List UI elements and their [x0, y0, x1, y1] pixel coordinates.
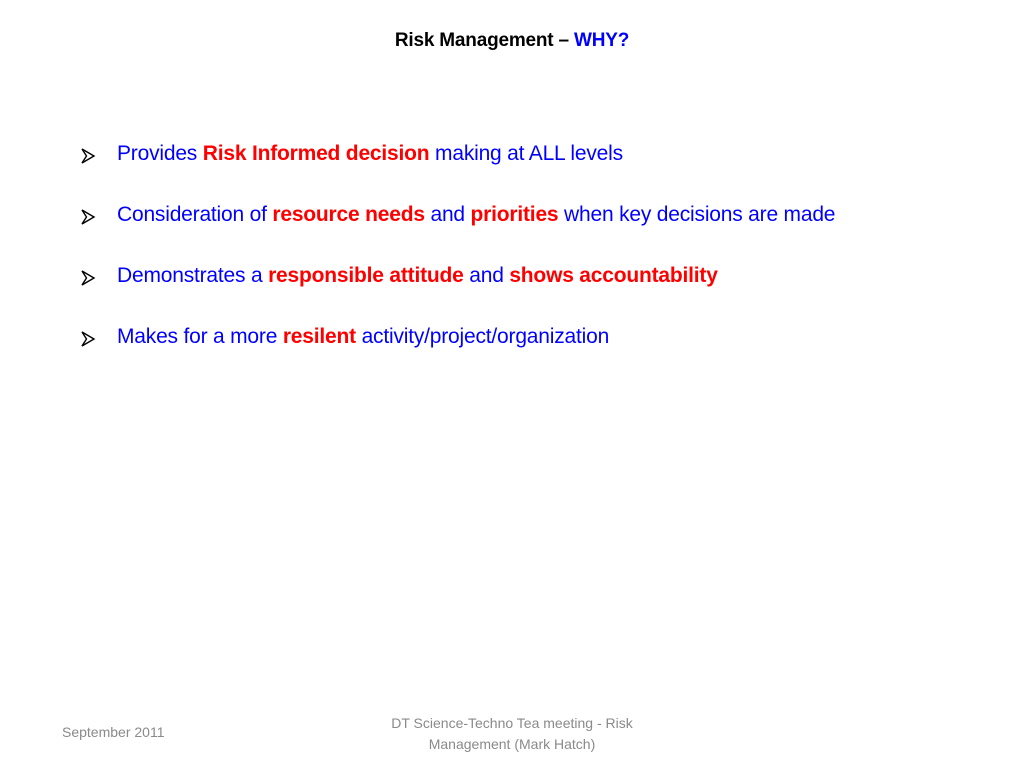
- bullet-segment: and: [463, 264, 510, 287]
- bullet-segment: Demonstrates a: [117, 264, 269, 287]
- arrow-bullet-icon: [80, 270, 96, 286]
- bullet-segment: and: [424, 203, 471, 226]
- bullet-segment: Makes for a more: [117, 325, 283, 348]
- bullet-highlight: priorities: [470, 203, 559, 226]
- bullet-highlight: shows accountability: [509, 264, 718, 287]
- slide-title-accent: WHY?: [573, 30, 630, 51]
- footer-presentation-info: [362, 713, 662, 755]
- slide-title: [0, 30, 1024, 52]
- bullet-text: [117, 142, 623, 166]
- bullet-segment: activity/project/organization: [355, 325, 610, 348]
- arrow-bullet-icon: [80, 209, 96, 225]
- bullet-text: [117, 203, 835, 227]
- footer-line: Management (Mark Hatch): [428, 736, 596, 752]
- footer-date: September 2011: [62, 724, 165, 740]
- bullet-segment: Provides: [117, 142, 203, 165]
- bullet-segment: making at ALL levels: [429, 142, 623, 165]
- bullet-highlight: resource needs: [272, 203, 425, 226]
- bullet-highlight: Risk Informed decision: [202, 142, 430, 165]
- footer-line: DT Science-Techno Tea meeting - Risk: [391, 715, 633, 731]
- bullet-segment: Consideration of: [117, 203, 273, 226]
- bullet-segment: when key decisions are made: [558, 203, 836, 226]
- slide-title-main: Risk Management –: [394, 30, 574, 51]
- bullet-text: [117, 325, 609, 349]
- arrow-bullet-icon: [80, 331, 96, 347]
- bullet-highlight: responsible attitude: [268, 264, 464, 287]
- bullet-text: [117, 264, 718, 288]
- bullet-highlight: resilent: [282, 325, 356, 348]
- arrow-bullet-icon: [80, 148, 96, 164]
